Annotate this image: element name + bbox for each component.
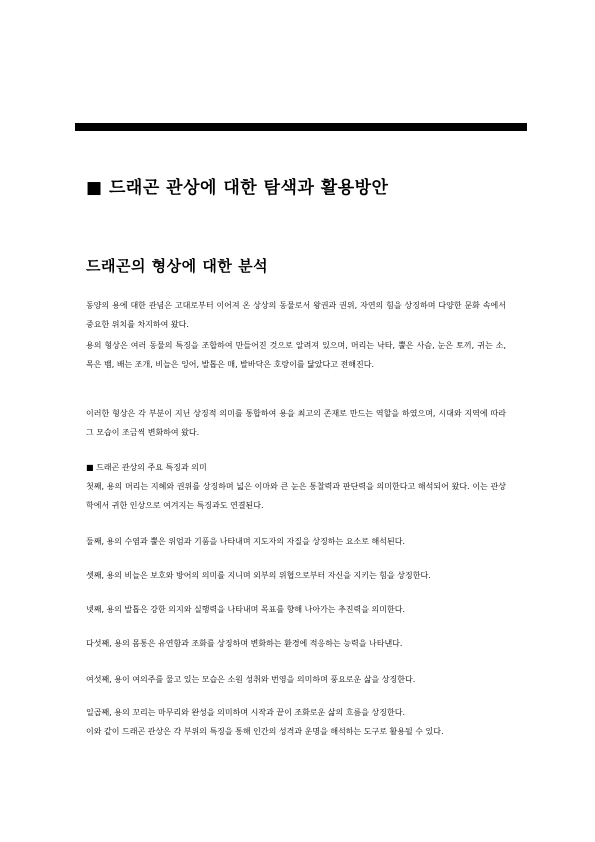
subsection-heading: ■ 드래곤 관상의 주요 특징과 의미 [86,463,207,472]
list-item-5: 다섯째, 용의 몸통은 유연함과 조화를 상징하며 변화하는 환경에 적응하는 능력을 나타낸다. [86,639,403,648]
list-item-7: 일곱째, 용의 꼬리는 마무리와 완성을 의미하며 시작과 끝이 조화로운 삶의 흐름을 상징한다. [86,708,405,717]
list-item-1: 첫째, 용의 머리는 지혜와 권위를 상징하며 넓은 이마와 큰 눈은 통찰력과 판단력을 의미한다고 해석되어 왔다. 이는 관상학에서 귀한 인상으로 여겨지는 특징과도 연결된다. [86,482,506,510]
list-item-2: 둘째, 용의 수염과 뿔은 위엄과 기품을 나타내며 지도자의 자질을 상징하는 요소로 해석된다. [86,537,405,546]
paragraph-1: 동양의 용에 대한 관념은 고대로부터 이어져 온 상상의 동물로서 왕권과 권위, 자연의 힘을 상징하며 다양한 문화 속에서 중요한 위치를 차지하여 왔다. [86,301,506,329]
section-heading: 드래곤의 형상에 대한 분석 [86,257,269,275]
paragraph-3: 이러한 형상은 각 부분이 지닌 상징적 의미를 통합하여 용을 최고의 존재로 만드는 역할을 하였으며, 시대와 지역에 따라 그 모습이 조금씩 변화하여 왔다. [86,409,506,437]
paragraph-2: 용의 형상은 여러 동물의 특징을 조합하여 만들어진 것으로 알려져 있으며, 머리는 낙타, 뿔은 사슴, 눈은 토끼, 귀는 소, 목은 뱀, 배는 조개, 비늘은 잉어, 발톱은 매, 발바닥은 호랑이를 닮았다고 전해진다. [86,341,506,369]
list-item-6: 여섯째, 용이 여의주를 물고 있는 모습은 소원 성취와 번영을 의미하며 풍요로운 삶을 상징한다. [86,675,416,684]
list-item-3: 셋째, 용의 비늘은 보호와 방어의 의미를 지니며 외부의 위협으로부터 자신을 지키는 힘을 상징한다. [86,571,431,580]
document-title: ■ 드래곤 관상에 대한 탐색과 활용방안 [86,178,389,198]
list-item-8: 이와 같이 드래곤 관상은 각 부위의 특징을 통해 인간의 성격과 운명을 해석하는 도구로 활용될 수 있다. [86,727,444,736]
list-item-4: 넷째, 용의 발톱은 강한 의지와 실행력을 나타내며 목표를 향해 나아가는 추진력을 의미한다. [86,605,405,614]
header-rule [75,123,527,131]
